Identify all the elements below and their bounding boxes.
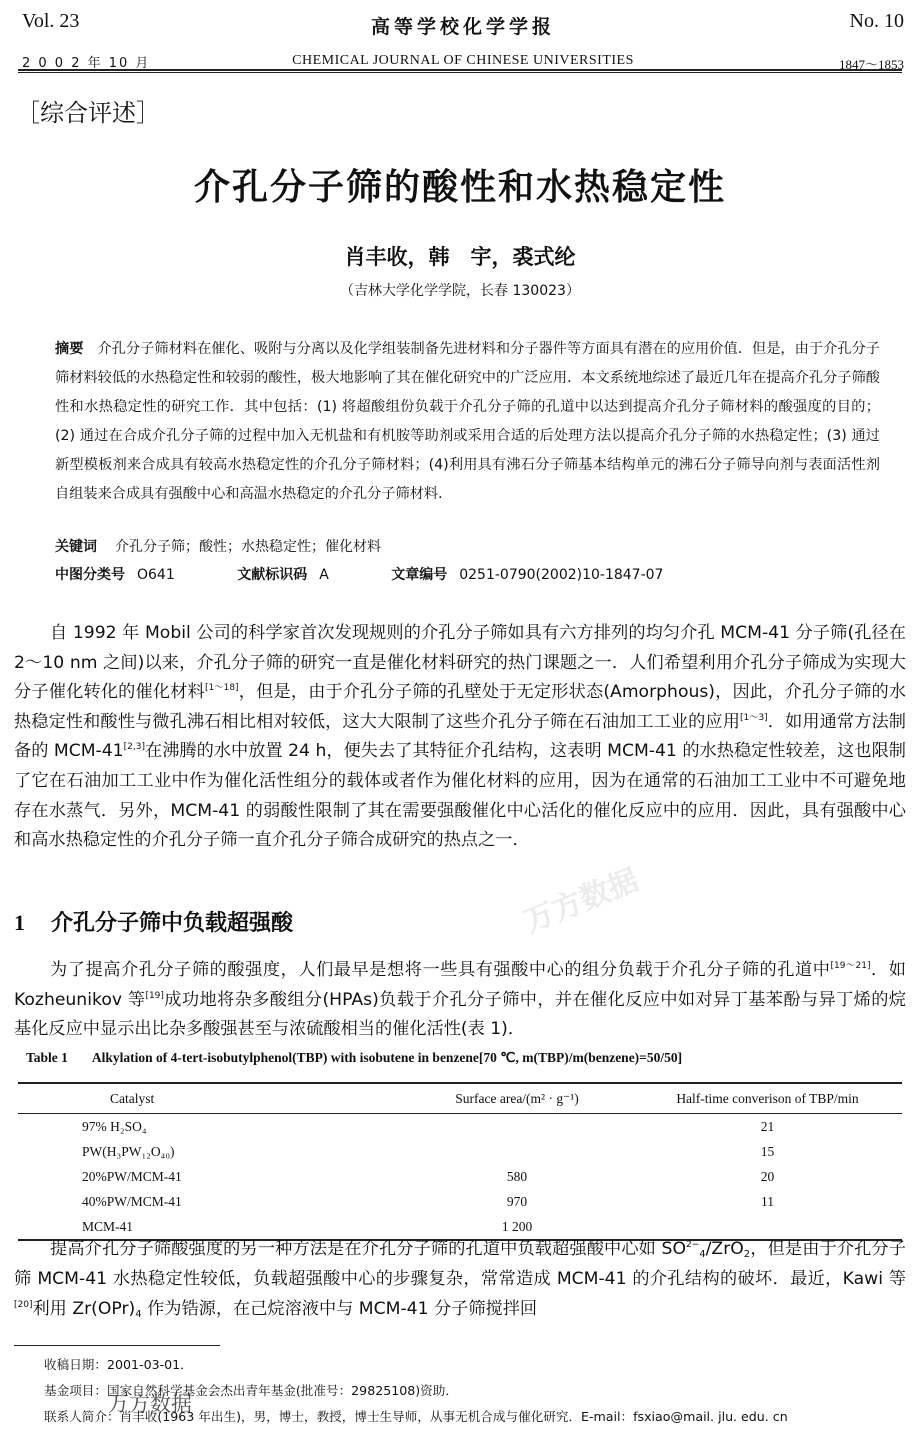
table-cell: 21 [760,1118,775,1134]
issue-date: 2 0 0 2 年 10 月 [22,56,151,71]
article-title: 介孔分子筛的酸性和水热稳定性 [193,167,726,208]
table-cell: 20 [760,1168,775,1184]
text-run: ．如用通常方法制备的 MCM-41 [14,711,906,762]
citation: [19～21] [830,961,871,971]
citation: [19] [145,990,164,1001]
footnote-funding: 基金项目：国家自然科学基金会杰出青年基金(批准号：29825108)资助． [44,1383,458,1398]
subscript: 2 [743,1249,751,1260]
table-cell [401,1139,633,1164]
abstract-text: 介孔分子筛材料在催化、吸附与分离以及化学组装制备先进材料和分子器件等方面具有潜在的应用价值．但是，由于介孔分子筛材料较低的水热稳定性和较弱的酸性，极大地影响了其在催化研究中的广泛应用．本文系统地综述了最近几年在提高介孔分子筛酸性和水热稳定性的研究工作．其中包括：(1) 将超酸组份负载于介孔分子筛的孔道中以达到提高介孔分子筛材料的酸强度的目的；(2) 通过在合成介孔分子筛的过程中加入无机盐和有机胺等助剂或采用合适的后处理方法以提高介孔分子筛的水热稳定性；(3) 通过新型模板剂来合成具有较高水热稳定性的介孔分子筛材料；(4)利用具有沸石分子筛基本结构单元的沸石分子筛导向剂与表面活性剂自组装来合成具有强酸中心和高温水热稳定的介孔分子筛材料． [55,341,880,503]
text-run: 利用 Zr(OPr) [32,1299,136,1319]
header-rule-thin [18,72,902,73]
text-run: ，但是，由于介孔分子筛的孔壁处于无定形状态(Amorphous)，因此，介孔分子筛的水热稳定性和酸性与微孔沸石相比相对较低，这大大限制了这些介孔分子筛在石油加工工业的应用 [14,682,906,732]
text-run: 自 1992 年 Mobil 公司的科学家首次发现规则的介孔分子筛如具有六方排列的均匀介孔 MCM-41 分子筛(孔径在 2～10 nm 之间)以来，介孔分子筛的研究一直是催化材料研究的热门课题之一．人们希望利用介孔分子筛成为实现大分子催化转化的催化材料 [14,623,906,703]
abstract [55,335,880,510]
page-range: 1847～1853 [838,57,904,72]
text-run: /ZrO [705,1239,744,1259]
affiliation: （吉林大学化学学院，长春 130023） [340,283,580,299]
classification-line [55,564,663,584]
text-run: ．如 Kozheunikov 等 [14,960,906,1010]
column-header: Catalyst [18,1083,401,1114]
table-row [18,1164,902,1189]
journal-title-en: CHEMICAL JOURNAL OF CHINESE UNIVERSITIES [292,53,634,68]
keywords-text: 介孔分子筛；酸性；水热稳定性；催化材料 [115,539,381,555]
table-cell [401,1114,633,1140]
section-title: 介孔分子筛中负载超强酸 [51,911,294,936]
running-header [22,10,904,72]
column-header: Half-time converison of TBP/min [633,1083,902,1114]
article-id-label: 文章编号 [391,567,448,583]
clc-value: O641 [137,567,175,583]
table-cell: 11 [761,1193,774,1209]
category-tag: ［综合评述］ [16,99,160,127]
footnote-received: 收稿日期：2001-03-01． [44,1357,193,1372]
citation: [1～18] [205,683,239,694]
table-cell: 1 200 [401,1214,633,1240]
citation: [20] [14,1300,33,1310]
table-caption-text: Alkylation of 4-tert-isobutylphenol(TBP) with isobutene in benzene[70 ℃, m(TBP)/m(benzene)=50/50] [91,1050,683,1065]
text-run: 成功地将杂多酸组分(HPAs)负载于介孔分子筛中，并在催化反应中如对异丁基苯酚与异丁烯的烷基化反应中显示出比杂多酸强甚至与浓硫酸相当的催化活性(表 1)． [14,989,906,1040]
section-heading [14,906,293,937]
text-run: 为了提高介孔分子筛的酸强度，人们最早是想将一些具有强酸中心的组分负载于介孔分子筛的孔道中 [50,960,831,980]
table-label: Table 1 [26,1050,68,1065]
table-header-row [18,1083,902,1114]
section-number: 1 [14,910,25,935]
table-row [18,1189,902,1214]
text-run: 作为锆源，在己烷溶液中与 MCM-41 分子筛搅拌回 [141,1299,538,1319]
section-paragraph [14,956,906,1045]
table-caption [26,1050,682,1066]
table-cell: 97% H₂SO₄ [82,1118,147,1134]
citation: [2,3] [123,742,145,753]
article-id-value: 0251-0790(2002)10-1847-07 [459,567,664,583]
text-run: 提高介孔分子筛酸强度的另一种方法是在介孔分子筛的孔道中负载超强酸中心如 SO [50,1239,686,1259]
doc-code-value: A [319,567,329,583]
table-cell: MCM-41 [18,1214,401,1240]
clc-label: 中图分类号 [55,567,125,583]
subscript: 4 [699,1249,706,1260]
section-paragraph-2 [14,1234,906,1324]
intro-paragraph [14,619,906,856]
citation: [1～3] [740,712,768,723]
column-header: Surface area/(m² · g⁻¹) [401,1083,633,1114]
authors: 肖丰收，韩 宇，裘式纶 [344,245,576,269]
table-cell: PW(H₃PW₁₂O₄₀) [82,1143,175,1159]
doc-code-label: 文献标识码 [237,567,308,583]
table-cell: 970 [506,1193,528,1209]
keywords [55,536,381,556]
table-cell: 15 [760,1143,775,1159]
journal-title-cn: 高等学校化学学报 [370,16,555,38]
footnote-contact: 联系人简介：肖丰收(1963 年出生)，男，博士，教授，博士生导师，从事无机合成与催化研究．E-mail：fsxiao@mail. jlu. edu. cn [44,1409,788,1424]
table-cell: 20%PW/MCM-41 [82,1168,182,1184]
watermark-bottom: 万方数据 [108,1392,192,1416]
volume: Vol. 23 [22,10,80,32]
table-cell: 40%PW/MCM-41 [82,1193,182,1209]
abstract-label: 摘要 [55,341,84,357]
table-row [18,1139,902,1164]
subscript: 4 [135,1309,142,1320]
superscript: 2− [685,1240,700,1250]
text-run: 在沸腾的水中放置 24 h，便失去了其特征介孔结构，这表明 MCM-41 的水热稳定性较差，这也限制了它在石油加工工业中作为催化活性组分的载体或者作为催化材料的应用，因为在通常的石油加工工业中不可避免地存在水蒸气．另外，MCM-41 的弱酸性限制了其在需要强酸催化中心活化的催化反应中的应用．因此，具有强酸中心和高水热稳定性的介孔分子筛一直介孔分子筛合成研究的热点之一． [14,741,906,851]
table-row [18,1114,902,1140]
keywords-label: 关键词 [55,539,97,555]
footnote-rule [14,1345,220,1346]
issue-number: No. 10 [849,10,904,32]
header-rule [18,69,902,71]
table-cell: 580 [506,1168,528,1184]
text-run: ，但是由于介孔分子筛 MCM-41 水热稳定性较低，负载超强酸中心的步骤复杂，常常造成 MCM-41 的介孔结构的破坏．最近，Kawi 等 [14,1239,906,1289]
watermark: 万方数据 [519,862,644,940]
data-table [18,1082,902,1241]
